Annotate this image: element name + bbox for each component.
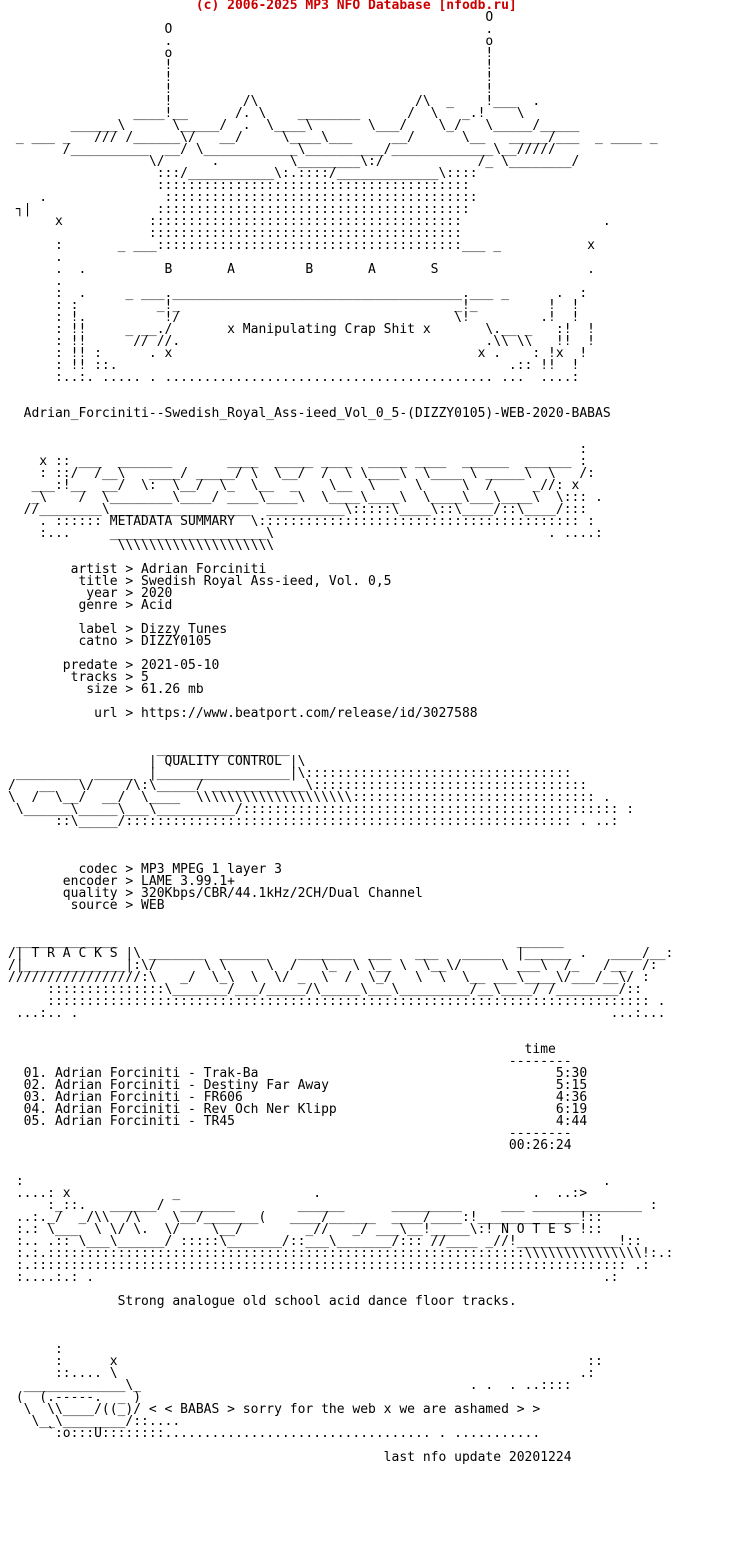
nfodb-credit-header: (c) 2006-2025 MP3 NFO Database [nfodb.ru] [8,0,517,13]
nfo-body: O O . . o o ! ! ! ! ! ! ! ! /\ /\ _ !___ . ____!__ /. \ ________ / \ _.! \ ______\ \_____/ . \____\ \___/ \_/ \_____/_____ _ ___ _ /// /______\/ __/ \____\___ __/ \__ _____/___ _ ____ _ /__________ __/ \____________\__________/_____________\__///// \/ . \________\:/ /_ \________/ :::/___________\:.::::/_____________\:::: :::::::::::::::::::::::::::::::::::::::: . :::::::::::::::::::::::::::::::::::::::: ┐| :::::::::::::::::::::::::::::::::::::::: x :::::::::::::::::::::::::::::::::::::::: . :::::::::::::::::::::::::::::::::::::::: : _ ___:::::::::::::::::::::::::::::::::::::::___ _ x . . . B A B A S . . : . _ ___._____________________________________.___ _ . : : : _!_ _!_ ! ! : !. !/ \! .! ! : !! _ __./ x Manipulating Crap Shit x \.__ _ :! ! : !! // //. .\\ \\ !! ! : !! : . x x . : !x ! : !! ::. .:: !! ! :..:. ..... . .......................................... ... ....: Adrian_Forciniti--Swedish_Royal_Ass-ieed_Vol_0_5-(DIZZY0105)-WEB-2020-BABAS : x :: ___ _______ ____ _____ ____ _____ ____ ______ ______ : : ::/ /__\ ____/ _____/ \ \__/ / \ \____\ \____ \ _____\ \ /: ___:!__ __/ \: \__/ \_ \__ _ \__ \ \ \ / _//: x _\ / \________\____/ ____\____\ \____\____\ \____\___\____\ \::: . //________\__________________ __________\:::::\____\::\____/::\____/::: . :::::: METADATA SUMMARY \::::::::::::::::::::::::::::::::::::::::: : :... ____________________\ . ....: \\\\\\\\\\\\\\\\\\\\ artist > Adrian Forciniti title > Swedish Royal Ass-ieed, Vol. 0,5 year > 2020 genre > Acid label > Dizzy Tunes catno > DIZZY0105 predate > 2021-05-10 tracks > 5 size > 61.26 mb url > https://www.beatport.com/release/id/3027588 _________________ | QUALITY CONTROL |\ ________ _____ |_________________|\:::::::::::::::::::::::::::::::::: / __ \/ /\:\_____/ ____________\::::::::::::::::::::::::::::::::::: \ / \__/ __/ \____ \\\\\\\\\\\\\\\\\\\\::::::::::::::::::::::::::::::: . \______\_____\___\__________/:::::::::::::::::::::::::::::::::::::::::::::::: : ::\_____/::::::::::::::::::::::::::::::::::::::::::::::::::::::::: . ..: codec > MP3 MPEG 1 layer 3 encoder > LAME 3.99.1+ quality > 320Kbps/CBR/44.1kHz/2CH/Dual Channel source > WEB _____________ ______ /| T R A C K S |\ _______ ______ _______ ___ ___ _____ |______ . ____/__: /|_____________|:\/ \ \ \ / \_ \ \__ \ \__\/ \ ___\ /_ /__ /: /////////////////:\ _/ \_\ \ \/ _ \ / \_/ \ \ \__ ___\____\/___/__\/ : :::::::::::::::\_______/___/_____/\_____\___\_________/__\____/ /________/:: ::::::::::::::::::::::::::::::::::::::::::::::::::::::::::::::::::::::::::::: . ...:.. . ...:... time -------- 01. Adrian Forciniti - Trak-Ba 5:30 02. Adrian Forciniti - Destiny Far Away 5:15 03. Adrian Forciniti - FR606 4:36 04. Adrian Forciniti - Rev Och Ner Klipp 6:19 05. Adrian Forciniti - TR45 4:44 -------- 00:26:24 : . ....: x _ . . ..:> :_::. ______/ _______ ______ _________ ___ ______________ : ..:._/ _/\\ /\ \__/_______( ____/______ ____/____:!_____________!:: :.: \___ \ \/ \. \/ \__/ _// _/ ___\__!_____\:! N O T E S !:: :.. .:: \___\______/ :::::\_______/::___\_______/::: //____ _//!_____________!:: :.:.:::::::::::::::::::::::::::::::::::::::::::::::::::::::::::::\\\\\\\\\\\\\\\!:.: :.:::::::::::::::::::::::::::::::::::::::::::::::::::::::::::::::::::::::::::: .: :....:.: . .: Strong analogue old school acid dance floor tracks. : : x :: ::.... \ .: _____________\_ . . . ..:::: ( (.-----. _ ) \ \\____/((_)/ < < BABAS > sorry for the web x we are ashamed > > \__\________/::.... `:o:::U::::::::.................................. . ........... last nfo update 20201224 [8,10,674,1465]
nfo-text [8,0,673,1464]
